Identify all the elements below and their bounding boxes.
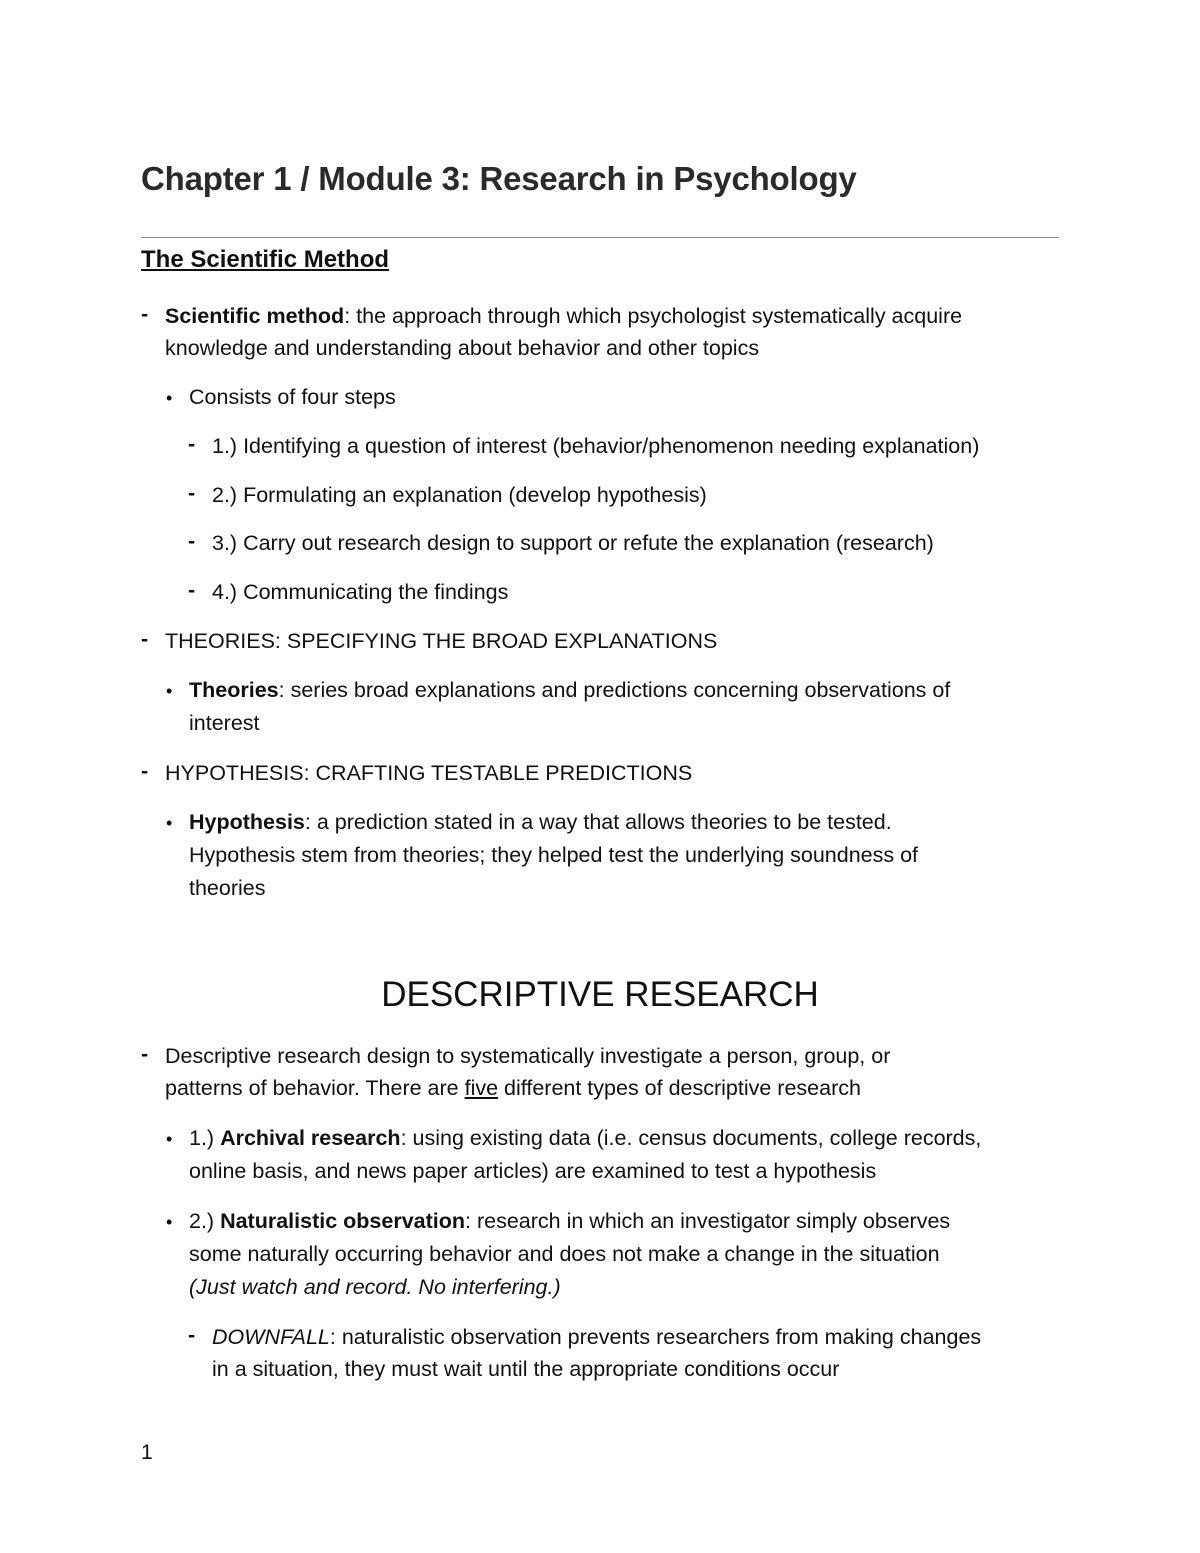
step-4: 4.) Communicating the findings <box>212 580 509 604</box>
downfall-note: DOWNFALL: naturalistic observation prevents researchers from making changes <box>212 1325 982 1349</box>
hypothesis-definition-cont: theories <box>189 876 266 900</box>
dash-marker: - <box>188 1323 196 1347</box>
term-theories: Theories <box>189 678 279 702</box>
archival-research-definition: 1.) Archival research: using existing data (i.e. census documents, college records, <box>189 1126 982 1150</box>
term-archival-research: Archival research <box>220 1126 401 1150</box>
dash-marker: - <box>141 302 149 326</box>
downfall-note-cont: in a situation, they must wait until the appropriate conditions occur <box>212 1357 840 1381</box>
title-divider <box>141 237 1059 238</box>
section-heading-scientific-method: The Scientific Method <box>141 246 390 273</box>
step-1: 1.) Identifying a question of interest (behavior/phenomenon needing explanation) <box>212 434 980 458</box>
dash-marker: - <box>188 529 196 553</box>
step-3: 3.) Carry out research design to support or refute the explanation (research) <box>212 531 934 555</box>
dash-marker: - <box>141 1042 149 1066</box>
descriptive-intro-cont: patterns of behavior. There are five different types of descriptive research <box>165 1076 861 1100</box>
scientific-method-definition-cont: knowledge and understanding about behavior and other topics <box>165 336 760 360</box>
steps-intro: Consists of four steps <box>189 385 396 409</box>
hypothesis-definition: Hypothesis: a prediction stated in a way that allows theories to be tested. <box>189 810 892 834</box>
hypothesis-heading: HYPOTHESIS: CRAFTING TESTABLE PREDICTIONS <box>165 761 693 785</box>
dash-marker: - <box>141 627 149 651</box>
hypothesis-definition-cont: Hypothesis stem from theories; they helped test the underlying soundness of <box>189 843 919 867</box>
term-hypothesis: Hypothesis <box>189 810 305 834</box>
step-2: 2.) Formulating an explanation (develop hypothesis) <box>212 483 707 507</box>
naturalistic-observation-note: (Just watch and record. No interfering.) <box>189 1275 561 1299</box>
bullet-marker: • <box>166 813 173 833</box>
bullet-marker: • <box>166 681 173 701</box>
theories-definition: Theories: series broad explanations and predictions concerning observations of <box>189 678 951 702</box>
dash-marker: - <box>188 578 196 602</box>
underlined-five: five <box>464 1076 499 1100</box>
bullet-marker: • <box>166 388 173 408</box>
section-heading-descriptive-research: DESCRIPTIVE RESEARCH <box>381 975 819 1014</box>
theories-definition-cont: interest <box>189 711 260 735</box>
page-number: 1 <box>141 1441 153 1464</box>
scientific-method-definition: Scientific method: the approach through which psychologist systematically acquire <box>165 304 963 328</box>
dash-marker: - <box>188 481 196 505</box>
page-title: Chapter 1 / Module 3: Research in Psychology <box>141 160 857 197</box>
bullet-marker: • <box>166 1129 173 1149</box>
descriptive-intro: Descriptive research design to systematically investigate a person, group, or <box>165 1044 891 1068</box>
archival-research-definition-cont: online basis, and news paper articles) are examined to test a hypothesis <box>189 1159 877 1183</box>
naturalistic-observation-definition: 2.) Naturalistic observation: research in which an investigator simply observes <box>189 1209 951 1233</box>
term-naturalistic-observation: Naturalistic observation <box>220 1209 466 1233</box>
naturalistic-observation-definition-cont: some naturally occurring behavior and does not make a change in the situation <box>189 1242 940 1266</box>
dash-marker: - <box>188 432 196 456</box>
bullet-marker: • <box>166 1212 173 1232</box>
term-downfall: DOWNFALL <box>212 1325 330 1349</box>
term-scientific-method: Scientific method <box>165 304 345 328</box>
theories-heading: THEORIES: SPECIFYING THE BROAD EXPLANATIONS <box>165 629 718 653</box>
dash-marker: - <box>141 759 149 783</box>
